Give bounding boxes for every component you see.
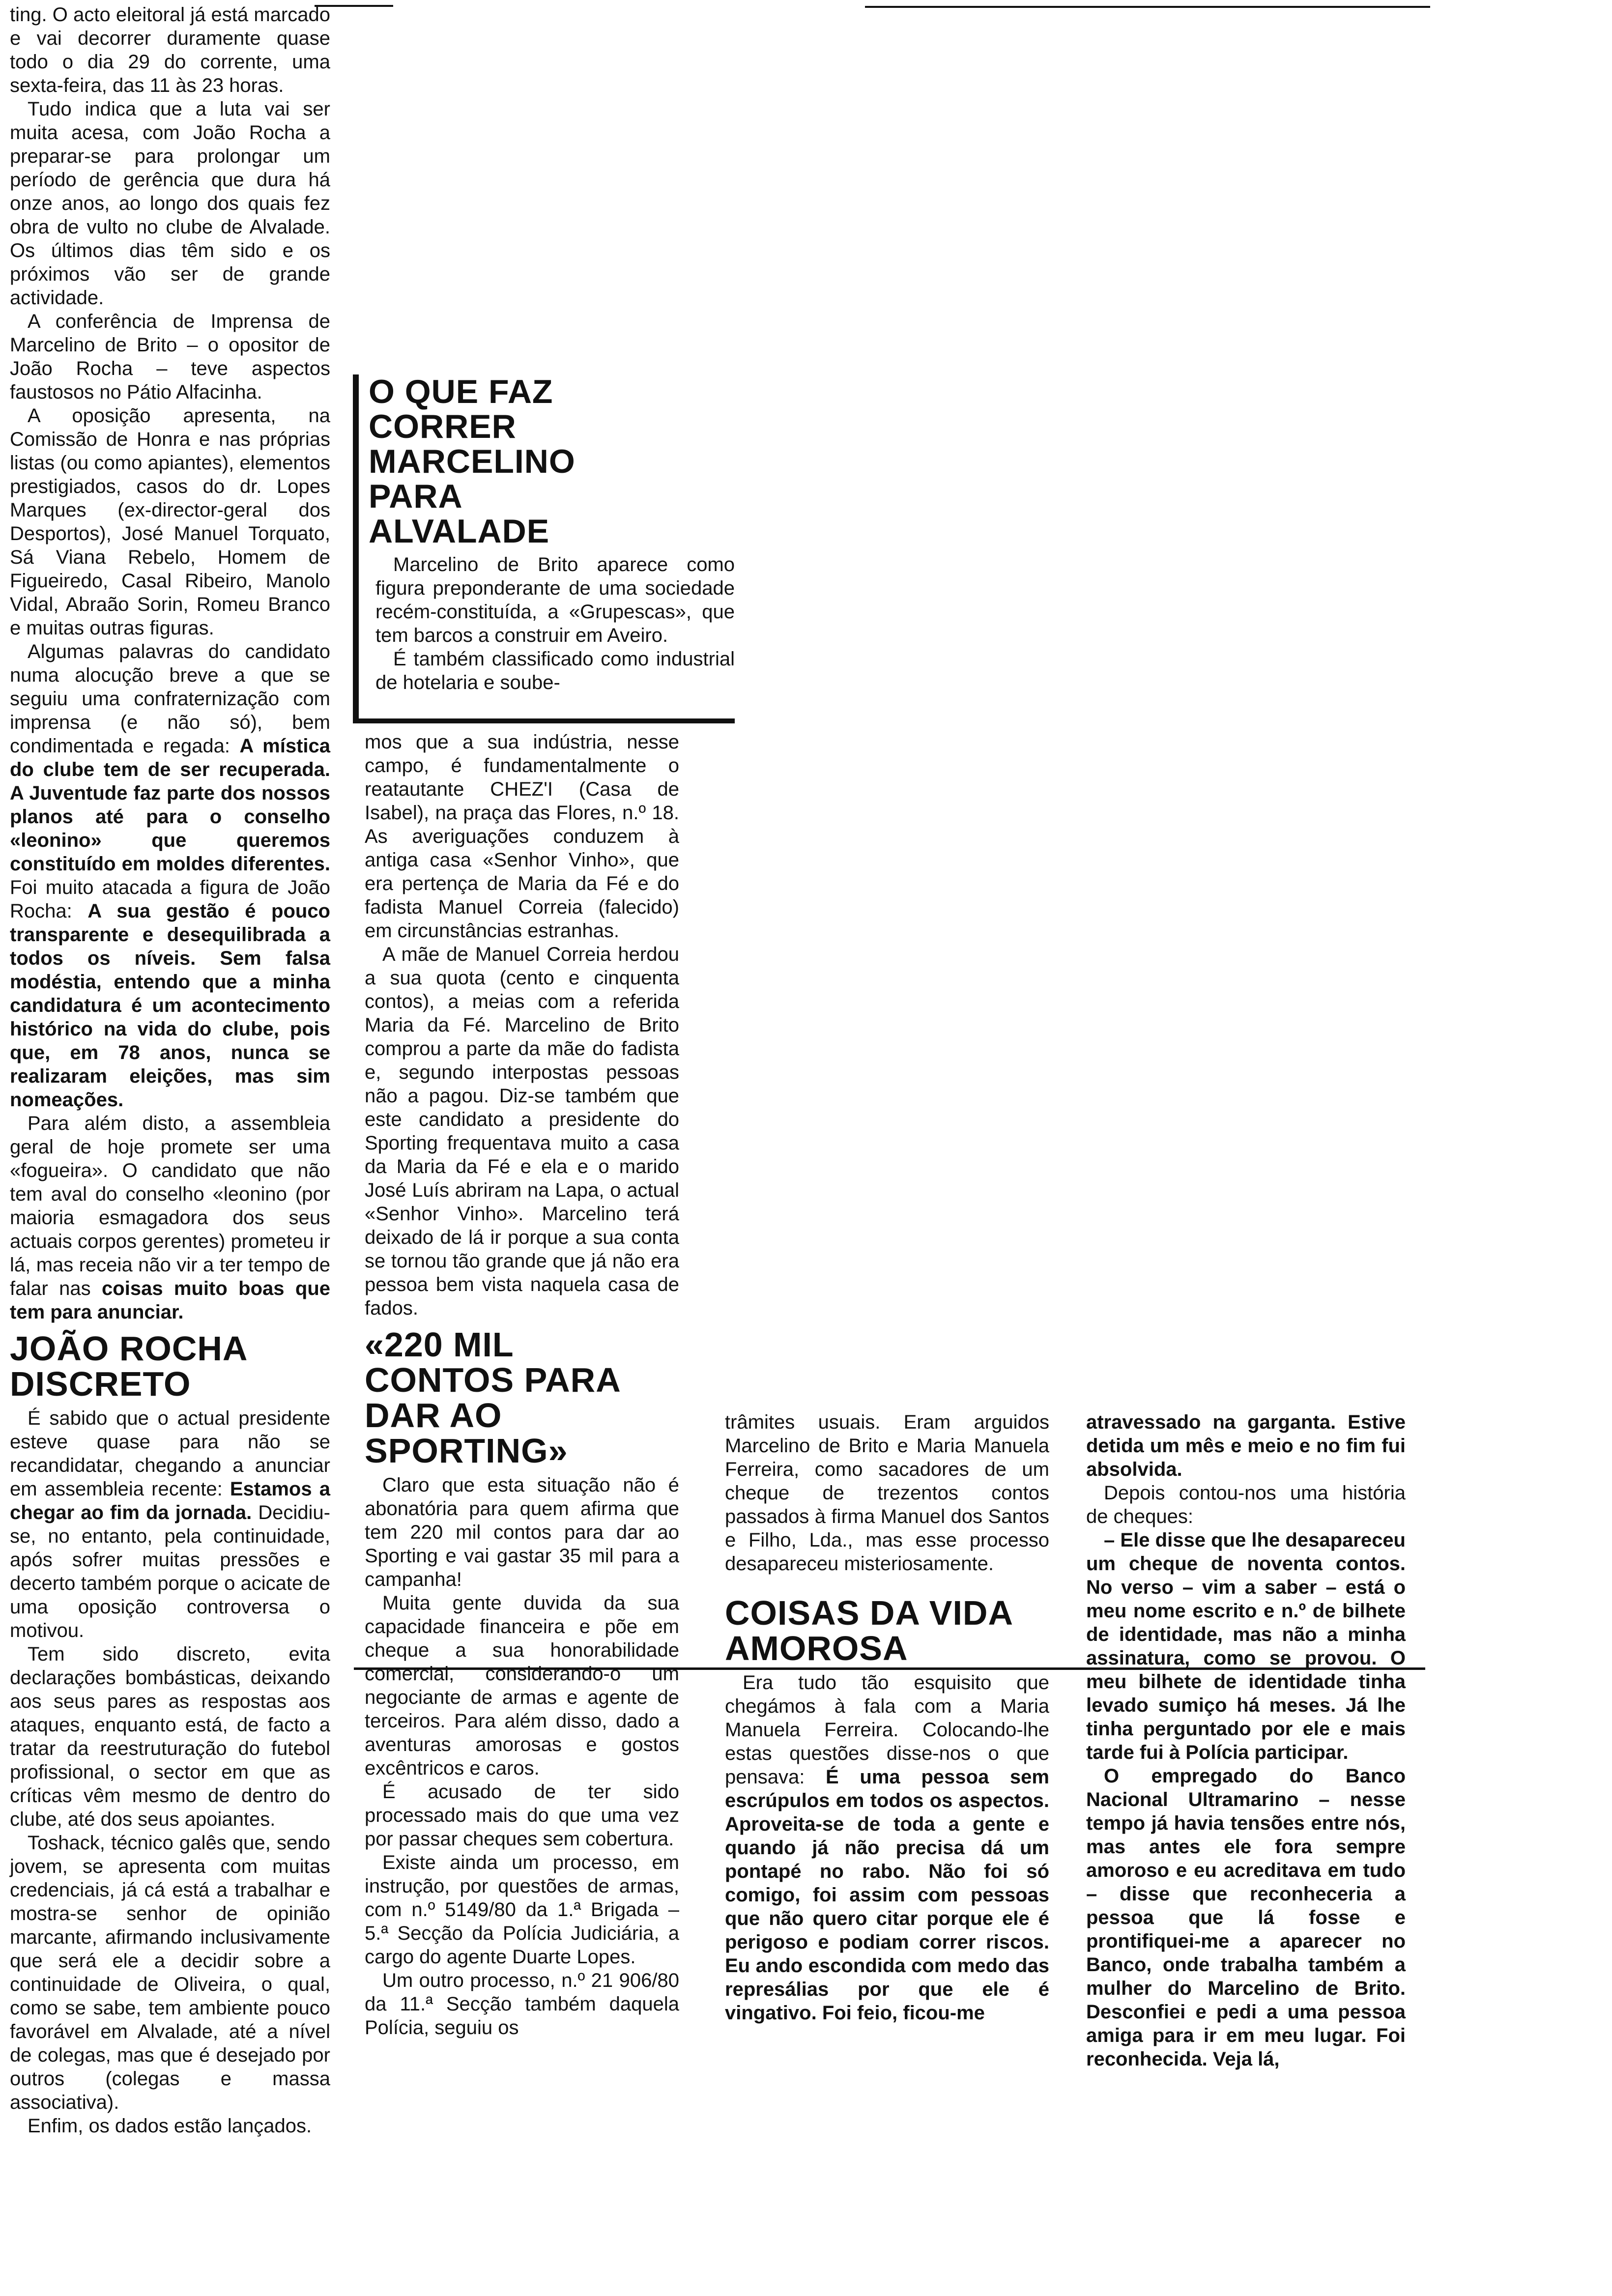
col4-paragraph: – Ele disse que lhe desapareceu um cheque de noventa contos. No verso – vim a saber – está o meu nome escrito e n.º de bilhete de identidade, mas não a minha assinatura, como se provou. O meu bilhete de identidade tinha levado sumiço há meses. Já lhe tinha perguntado por ele e mais tarde fui à Polícia participar. <box>1086 1529 1406 1763</box>
col2-paragraph: Claro que esta situação não é abonatória para quem afirma que tem 220 mil contos para dar ao Sporting e vai gastar 35 mil para a campanha! <box>365 1474 679 1590</box>
boxed-article <box>353 374 735 723</box>
heading-220-mil-contos: «220 MIL CONTOS PARA DAR AO SPORTING» <box>365 1325 620 1470</box>
col4-paragraph: Depois contou-nos uma história de cheques: <box>1086 1482 1406 1527</box>
col1-quote: A sua gestão é pouco transparente e desequilibrada a todos os níveis. Sem falsa modéstia, entendo que a minha candidatura é um acontecimento histórico na vida do clube, pois que, em 78 anos, nunca se realizaram eleições, mas sim nomeações. <box>10 900 330 1111</box>
col2-paragraph: Um outro processo, n.º 21 906/80 da 11.ª Secção também daquela Polícia, seguiu os <box>365 1970 679 2038</box>
col2-paragraph: Existe ainda um processo, em instrução, por questões de armas, com n.º 5149/80 da 1.ª Brigada – 5.ª Secção da Polícia Judiciária, a cargo do agente Duarte Lopes. <box>365 1852 679 1968</box>
col1-text: Decidiu-se, no entanto, pela continuidade, após sofrer muitas pressões e decerto também porque o acicate de uma oposição controversa o motivou. <box>10 1502 330 1641</box>
column-1 <box>10 3 330 2138</box>
col3-quote: É uma pessoa sem escrúpulos em todos os aspectos. Aproveita-se de toda a gente e quando já não precisa dá um pontapé no rabo. Não foi só comigo, foi assim com pessoas que não quero citar porque ele é perigoso e podiam correr riscos. Eu ando escondida com medo das represálias por que ele é vingativo. Foi feio, ficou-me <box>725 1766 1049 2024</box>
heading-coisas-da-vida-amorosa: COISAS DA VIDA AMOROSA <box>725 1594 1012 1667</box>
boxed-article-title: O QUE FAZ CORRER MARCELINO PARA ALVALADE <box>369 373 576 550</box>
col1-paragraph: Tem sido discreto, evita declarações bombásticas, deixando aos seus pares as respostas aos ataques, enquanto está, de facto a tratar da reestruturação do futebol profissional, o sector em que as críticas vêm mesmo de dentro do clube, até dos seus apoiantes. <box>10 1643 330 1830</box>
col1-text: Para além disto, a assembleia geral de hoje promete ser uma «fogueira». O candidato que não tem aval do conselho «leonino (por maioria esmagadora dos seus actuais corpos gerentes) prometeu ir lá, mas receia não vir a ter tempo de falar nas <box>10 1113 330 1299</box>
column-2 <box>365 730 679 2039</box>
col4-paragraph: O empregado do Banco Nacional Ultramarino – nesse tempo já havia tensões entre nós, mas antes ele fora sempre amoroso e eu acreditava em tudo – disse que reconheceria a pessoa que lá fosse e prontifiquei-me a aparecer no Banco, onde trabalha também a mulher do Marcelino de Brito. Desconfiei e pedi a uma pessoa amiga para ir em meu lugar. Foi reconhecida. Veja lá, <box>1086 1765 1406 2070</box>
column-3 <box>725 1410 1049 2025</box>
col1-paragraph: Enfim, os dados estão lançados. <box>28 2115 312 2137</box>
col1-quote: A mística do clube tem de ser recuperada. A Juventude faz parte dos nossos planos até para o conselho «leonino» que queremos constituído em moldes diferentes. <box>10 735 330 875</box>
col1-paragraph: A conferência de Imprensa de Marcelino de Brito – o opositor de João Rocha – teve aspectos faustosos no Pátio Alfacinha. <box>10 311 330 403</box>
heading-joao-rocha: JOÃO ROCHA DISCRETO <box>10 1329 247 1403</box>
col3-text: Era tudo tão esquisito que chegámos à fala com a Maria Manuela Ferreira. Colocando-lhe estas questões disse-nos o que pensava: <box>725 1672 1049 1788</box>
box-paragraph: Marcelino de Brito aparece como figura preponderante de uma sociedade recém-constituída, a «Grupescas», que tem barcos a construir em Aveiro. <box>375 554 735 646</box>
col1-quote: Estamos a chegar ao fim da jornada. <box>10 1478 330 1523</box>
col1-paragraph: ting. O acto eleitoral já está marcado e vai decorrer duramente quase todo o dia 29 do corrente, uma sexta-feira, das 11 às 23 horas. <box>10 4 330 96</box>
col1-text: Algumas palavras do candidato numa alocução breve a que se seguiu uma confraternização com imprensa (e não só), bem condimentada e regada: <box>10 641 330 757</box>
column-4 <box>1086 1410 1406 2071</box>
box-paragraph: É também classificado como industrial de hotelaria e soube- <box>375 648 735 693</box>
col1-paragraph: Tudo indica que a luta vai ser muita acesa, com João Rocha a preparar-se para prolongar um período de gerência que dura há onze anos, ao longo dos quais fez obra de vulto no clube de Alvalade. Os últimos dias têm sido e os próximos vão ser de grande actividade. <box>10 98 330 309</box>
col2-paragraph: mos que a sua indústria, nesse campo, é fundamentalmente o reatautante CHEZ'I (Casa de Isabel), na praça das Flores, n.º 18. As averiguações conduzem à antiga casa «Senhor Vinho», que era pertença de Maria da Fé e do fadista Manuel Correia (falecido) em circunstâncias estranhas. <box>365 731 679 942</box>
col2-paragraph: A mãe de Manuel Correia herdou a sua quota (cento e cinquenta contos), a meias com a referida Maria da Fé. Marcelino de Brito comprou a parte da mãe do fadista e, segundo interpostas pessoas não a pagou. Diz-se também que este candidato a presidente do Sporting frequentava muito a casa da Maria da Fé e ela e o marido José Luís abriram na Lapa, o actual «Senhor Vinho». Marcelino terá deixado de lá ir porque a sua conta se tornou tão grande que já não era pessoa bem vista naquela casa de fados. <box>365 944 679 1319</box>
col2-paragraph: É acusado de ter sido processado mais do que uma vez por passar cheques sem cobertura. <box>365 1781 679 1850</box>
col1-quote: coisas muito boas que tem para anunciar. <box>10 1278 330 1323</box>
col1-paragraph: A oposição apresenta, na Comissão de Honra e nas próprias listas (ou como apiantes), elementos prestigiados, casos do dr. Lopes Marques (ex-director-geral dos Desportos), José Manuel Torquato, Sá Viana Rebelo, Homem de Figueiredo, Casal Ribeiro, Manolo Vidal, Abraão Sorin, Romeu Branco e muitas outras figuras. <box>10 405 330 639</box>
top-rule-right <box>865 6 1430 8</box>
col4-paragraph: atravessado na garganta. Estive detida um mês e meio e no fim fui absolvida. <box>1086 1411 1406 1480</box>
col1-paragraph <box>10 640 330 1112</box>
col3-paragraph <box>725 1671 1049 2025</box>
col1-text: Foi muito atacada a figura de João Rocha: <box>10 877 330 922</box>
col2-paragraph: Muita gente duvida da sua capacidade financeira e põe em cheque a sua honorabilidade comercial, considerando-o um negociante de armas e agente de terceiros. Para além disso, dado a aventuras amorosas e gostos excêntricos e caros. <box>365 1592 679 1779</box>
col1-paragraph: Toshack, técnico galês que, sendo jovem, se apresenta com muitas credenciais, já cá está a trabalhar e mostra-se senhor de opinião marcante, afirmando inclusivamente que será ele a decidir sobre a continuidade de Oliveira, o qual, como se sabe, tem ambiente pouco favorável em Alvalade, até a nível de colegas, mas que é desejado por outros (colegas e massa associativa). <box>10 1832 330 2113</box>
col1-paragraph <box>10 1112 330 1324</box>
col3-paragraph: trâmites usuais. Eram arguidos Marcelino de Brito e Maria Manuela Ferreira, como sacadores de um cheque de trezentos contos passados à firma Manuel dos Santos e Filho, Lda., mas esse processo desapareceu misteriosamente. <box>725 1411 1049 1575</box>
col1-paragraph <box>10 1406 330 1642</box>
col1-text: É sabido que o actual presidente esteve quase para não se recandidatar, chegando a anunciar em assembleia recente: <box>10 1407 330 1500</box>
